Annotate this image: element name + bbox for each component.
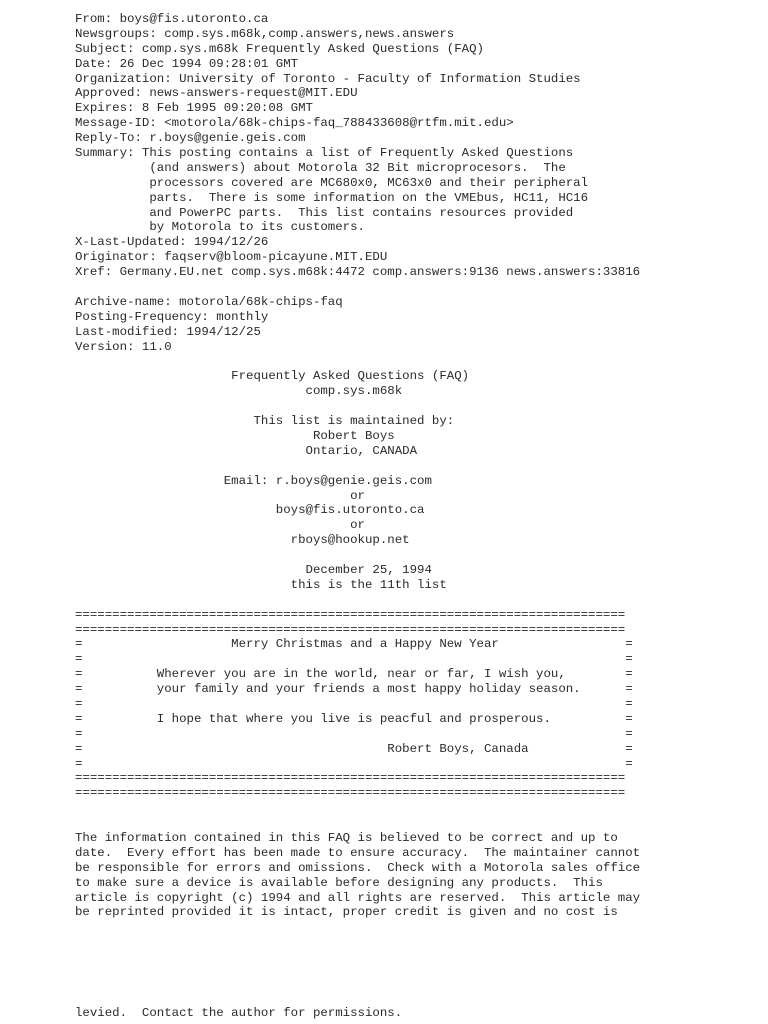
document-line xyxy=(75,593,755,608)
document-line: From: boys@fis.utoronto.ca xyxy=(75,12,269,26)
document-line: Archive-name: motorola/68k-chips-faq xyxy=(75,294,343,309)
document-line xyxy=(75,399,755,414)
document-line: ========================================================================== xyxy=(75,786,626,801)
document-line: Email: r.boys@genie.geis.com xyxy=(75,473,432,488)
document-line: article is copyright (c) 1994 and all rights are reserved. This article may xyxy=(75,890,641,905)
document-line: Ontario, CANADA xyxy=(75,443,418,458)
document-line: = Merry Christmas and a Happy New Year = xyxy=(75,637,633,652)
document-line: Version: 11.0 xyxy=(75,339,172,354)
document-line: comp.sys.m68k xyxy=(75,384,403,399)
document-line: Last-modified: 1994/12/25 xyxy=(75,324,261,339)
document-line: Subject: comp.sys.m68k Frequently Asked Questions (FAQ) xyxy=(75,41,484,56)
document-line: Reply-To: r.boys@genie.geis.com xyxy=(75,131,306,146)
document-line: date. Every effort has been made to ensure accuracy. The maintainer cannot xyxy=(75,845,641,860)
document-continuation-line: levied. Contact the author for permissions. xyxy=(75,1006,403,1020)
document-line: processors covered are MC680x0, MC63x0 and their peripheral xyxy=(75,175,589,190)
document-line: Frequently Asked Questions (FAQ) xyxy=(75,369,470,384)
faq-document-body xyxy=(75,12,755,920)
document-line xyxy=(75,280,755,295)
document-line: = = xyxy=(75,652,633,667)
document-line: or xyxy=(75,518,365,533)
document-line: Organization: University of Toronto - Faculty of Information Studies xyxy=(75,71,581,86)
document-line: by Motorola to its customers. xyxy=(75,220,365,235)
document-line: Message-ID: <motorola/68k-chips-faq_788433608@rtfm.mit.edu> xyxy=(75,116,514,131)
document-line: be responsible for errors and omissions. Check with a Motorola sales office xyxy=(75,860,641,875)
document-line xyxy=(75,354,755,369)
document-line: ========================================================================== xyxy=(75,622,626,637)
document-line: be reprinted provided it is intact, proper credit is given and no cost is xyxy=(75,905,618,920)
document-line: Summary: This posting contains a list of Frequently Asked Questions xyxy=(75,146,574,161)
document-line: rboys@hookup.net xyxy=(75,533,410,548)
document-line: Posting-Frequency: monthly xyxy=(75,309,269,324)
document-line: Expires: 8 Feb 1995 09:20:08 GMT xyxy=(75,101,313,116)
document-line xyxy=(75,459,755,474)
document-line: Newsgroups: comp.sys.m68k,comp.answers,news.answers xyxy=(75,26,455,41)
document-line: ========================================================================== xyxy=(75,771,626,786)
document-line: or xyxy=(75,488,365,503)
document-line: = = xyxy=(75,756,633,771)
document-line: Xref: Germany.EU.net comp.sys.m68k:4472 comp.answers:9136 news.answers:33816 xyxy=(75,265,641,280)
document-line: and PowerPC parts. This list contains resources provided xyxy=(75,205,574,220)
document-line: (and answers) about Motorola 32 Bit microprocesors. The xyxy=(75,160,566,175)
document-line: December 25, 1994 xyxy=(75,562,432,577)
document-line: Approved: news-answers-request@MIT.EDU xyxy=(75,86,358,101)
document-line: Originator: faqserv@bloom-picayune.MIT.EDU xyxy=(75,250,388,265)
document-line: = Wherever you are in the world, near or far, I wish you, = xyxy=(75,667,633,682)
document-line: = Robert Boys, Canada = xyxy=(75,741,633,756)
document-line: boys@fis.utoronto.ca xyxy=(75,503,425,518)
document-line: to make sure a device is available before designing any products. This xyxy=(75,875,603,890)
document-line: this is the 11th list xyxy=(75,577,447,592)
document-line: = I hope that where you live is peacful and prosperous. = xyxy=(75,711,633,726)
document-line: The information contained in this FAQ is believed to be correct and up to xyxy=(75,830,618,845)
document-line xyxy=(75,816,755,831)
document-line: Date: 26 Dec 1994 09:28:01 GMT xyxy=(75,56,299,71)
document-line: ========================================================================== xyxy=(75,607,626,622)
document-line: This list is maintained by: xyxy=(75,414,455,429)
document-line: = = xyxy=(75,726,633,741)
document-line: X-Last-Updated: 1994/12/26 xyxy=(75,235,269,250)
document-line: = = xyxy=(75,696,633,711)
document-line xyxy=(75,801,755,816)
document-line: parts. There is some information on the VMEbus, HC11, HC16 xyxy=(75,190,589,205)
document-line: = your family and your friends a most happy holiday season. = xyxy=(75,682,633,697)
document-line: Robert Boys xyxy=(75,428,395,443)
document-line xyxy=(75,548,755,563)
